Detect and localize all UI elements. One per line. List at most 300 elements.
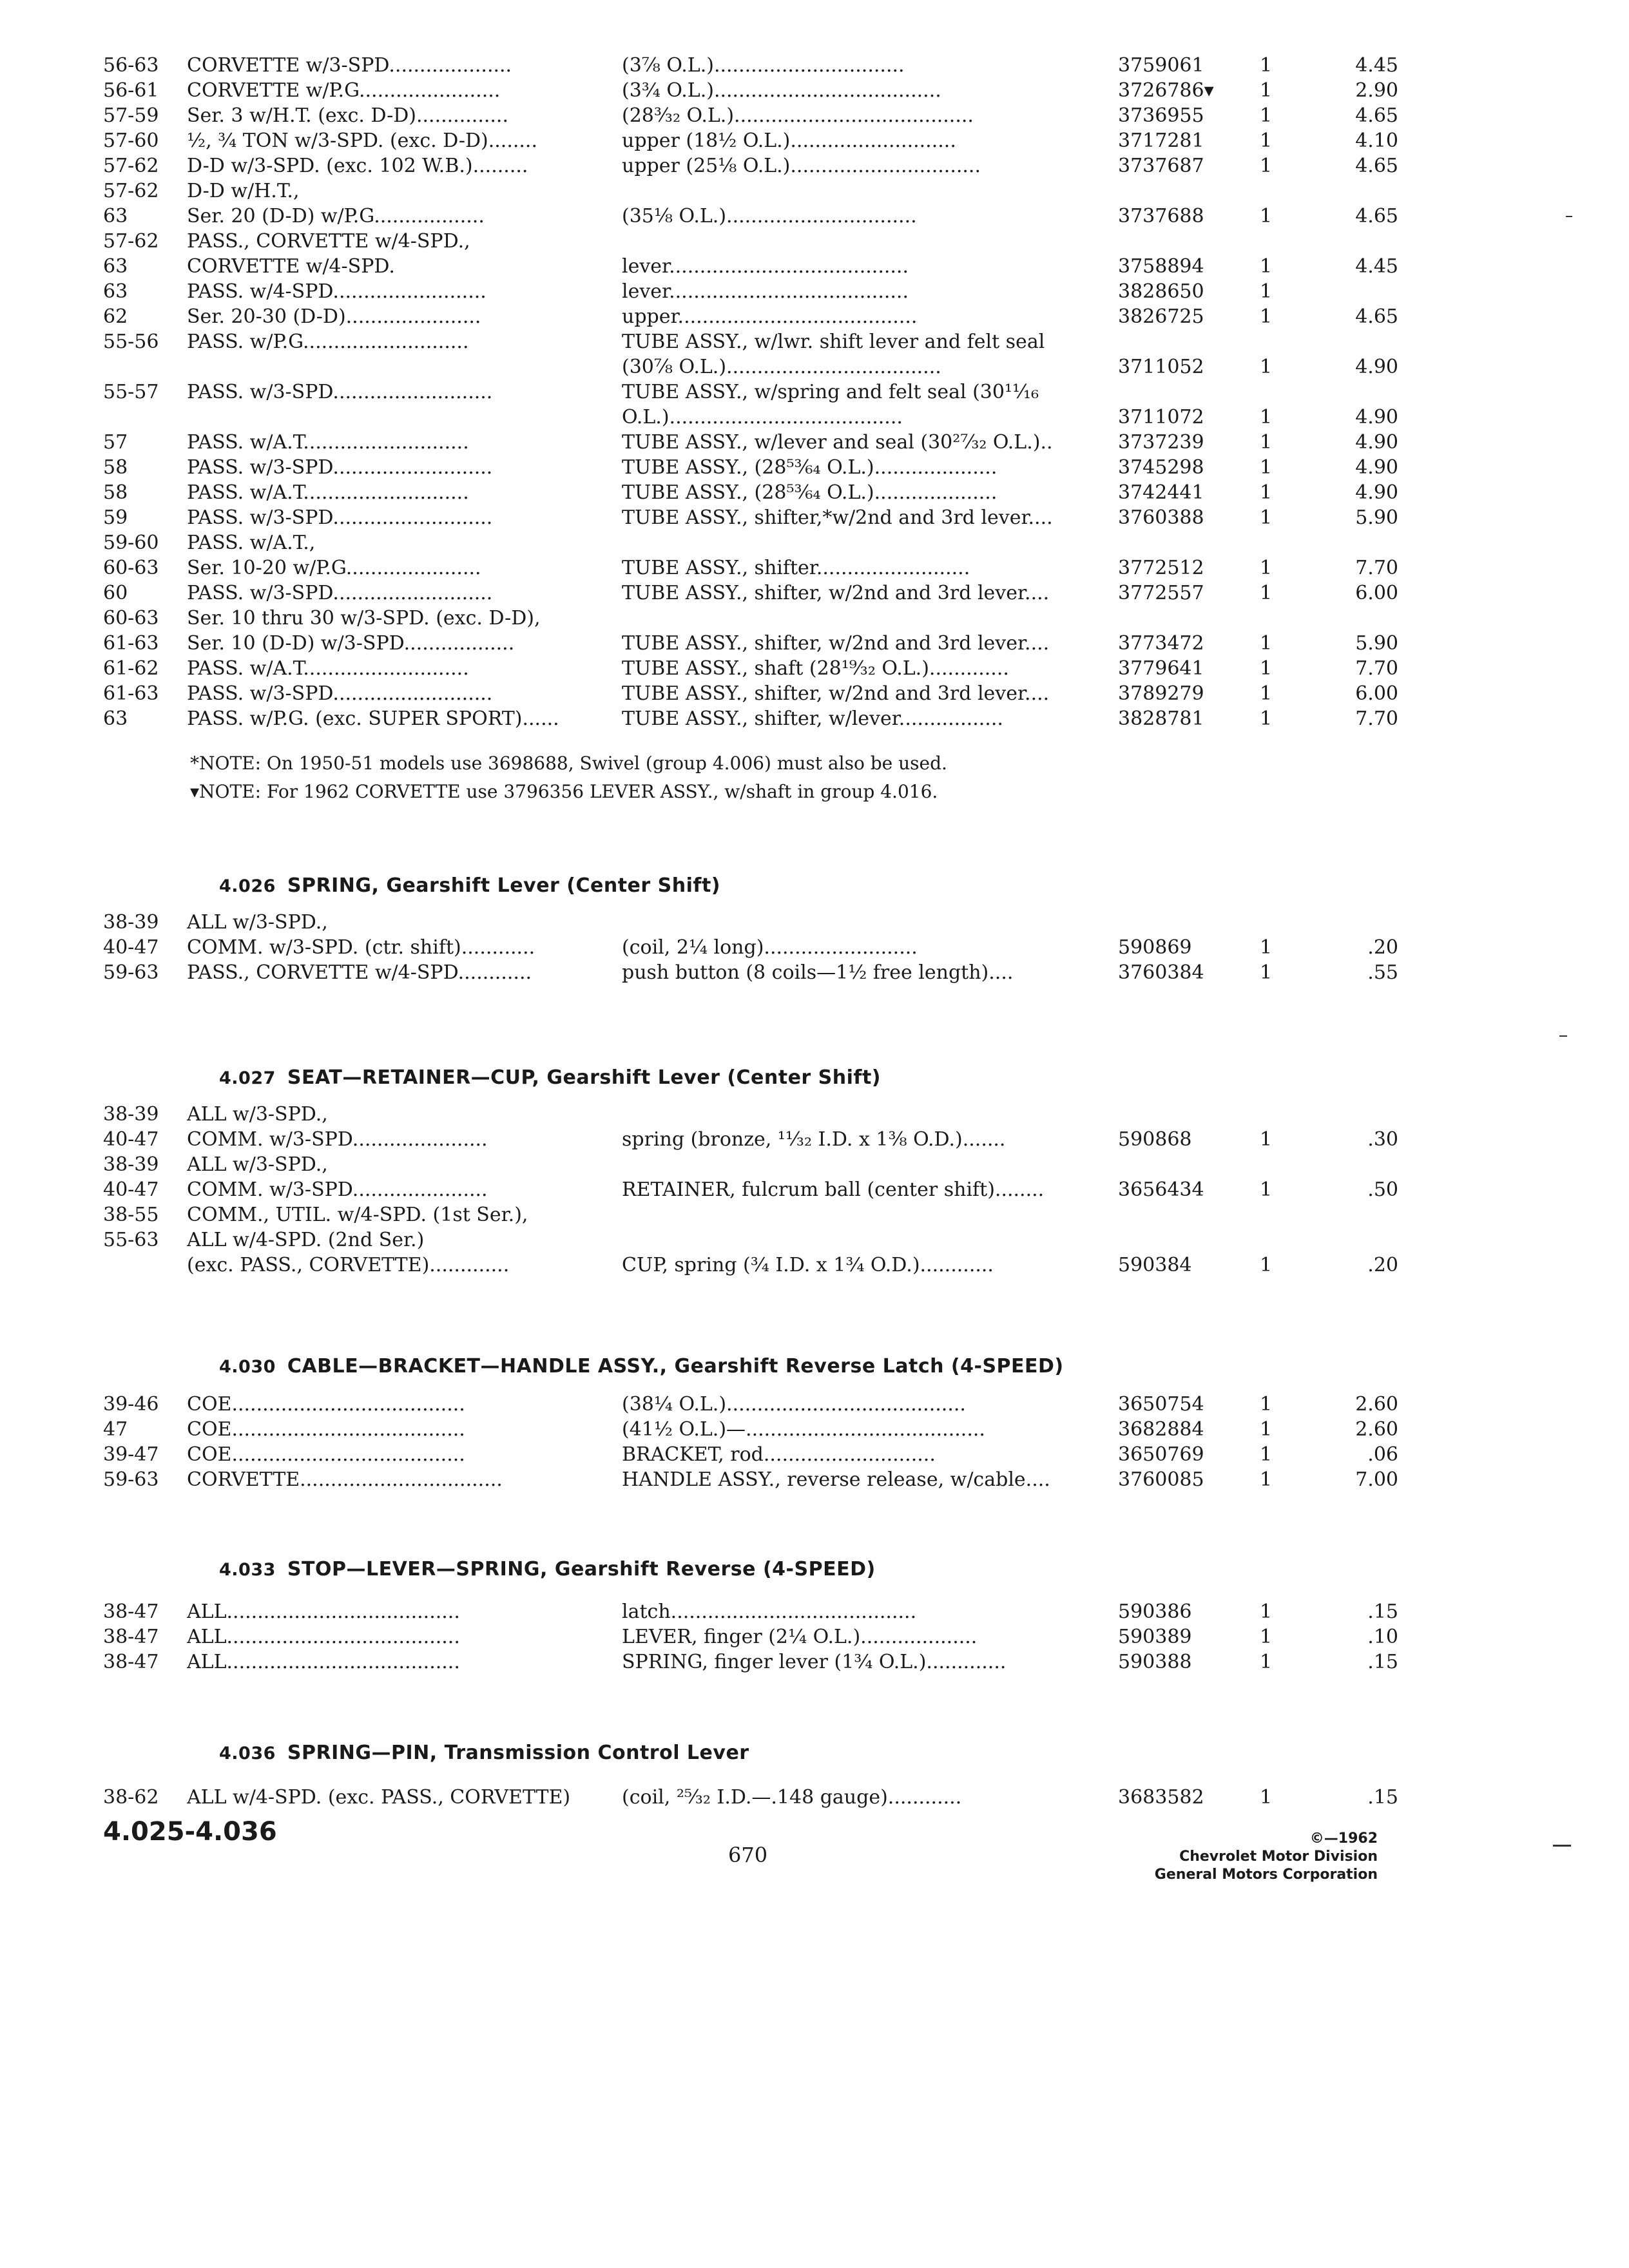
year-cell: 57 — [103, 431, 128, 454]
description-cell: lever....................................... — [622, 255, 909, 278]
quantity-cell — [1240, 1152, 1311, 1177]
description-cell: LEVER, finger (2¼ O.L.)................... — [622, 1626, 978, 1648]
section-title: CABLE—BRACKET—HANDLE ASSY., Gearshift Reverse Latch (4-SPEED) — [287, 1355, 1064, 1378]
part-number-cell: 3745298 — [1118, 456, 1204, 479]
table-row — [103, 530, 1411, 555]
model-cell: ALL w/3-SPD., — [187, 1153, 328, 1176]
parts-table-4-026 — [103, 910, 1411, 985]
price-cell: 4.90 — [1355, 356, 1398, 378]
table-row — [103, 1227, 1411, 1253]
model-cell: D-D w/H.T., — [187, 180, 300, 202]
year-cell: 62 — [103, 305, 128, 328]
model-cell: CORVETTE................................. — [187, 1468, 503, 1491]
quantity-cell — [1240, 1227, 1311, 1253]
description-cell: (28³⁄₃₂ O.L.)....................................... — [622, 104, 974, 127]
year-cell: 40-47 — [103, 1178, 159, 1201]
quantity-cell: 1 — [1260, 632, 1273, 655]
year-cell: 56-63 — [103, 54, 159, 77]
model-cell: PASS. w/P.G........................... — [187, 331, 469, 353]
price-cell: .30 — [1367, 1128, 1398, 1151]
price-cell — [1311, 178, 1411, 204]
price-cell — [1311, 1102, 1411, 1127]
part-number-cell: 3742441 — [1118, 481, 1204, 504]
model-cell: ALL...................................... — [187, 1651, 460, 1673]
price-cell: .20 — [1367, 936, 1398, 959]
year-cell: 55-63 — [103, 1229, 159, 1251]
part-number-cell — [1112, 1227, 1240, 1253]
year-cell: 38-47 — [103, 1600, 159, 1623]
table-row — [103, 178, 1411, 204]
price-cell: 4.45 — [1355, 255, 1398, 278]
table-row — [103, 935, 1411, 960]
part-number-cell — [1112, 606, 1240, 631]
table-row — [103, 153, 1411, 178]
part-number-cell — [1112, 1152, 1240, 1177]
model-cell: COMM., UTIL. w/4-SPD. (1st Ser.), — [187, 1204, 528, 1226]
year-cell: 55-57 — [103, 381, 159, 403]
quantity-cell: 1 — [1260, 707, 1273, 730]
price-cell — [1311, 1227, 1411, 1253]
quantity-cell: 1 — [1260, 1178, 1273, 1201]
model-cell: ALL w/3-SPD., — [187, 911, 328, 934]
quantity-cell: 1 — [1260, 582, 1273, 604]
margin-mark — [1559, 1035, 1567, 1037]
quantity-cell: 1 — [1260, 130, 1273, 152]
part-number-cell: 3737687 — [1118, 155, 1204, 177]
model-cell: COMM. w/3-SPD...................... — [187, 1128, 488, 1151]
year-cell: 40-47 — [103, 936, 159, 959]
quantity-cell — [1240, 329, 1311, 354]
model-cell: (exc. PASS., CORVETTE)............. — [187, 1254, 510, 1276]
quantity-cell — [1240, 229, 1311, 254]
section-title: SEAT—RETAINER—CUP, Gearshift Lever (Center Shift) — [287, 1066, 882, 1089]
price-cell: 7.00 — [1355, 1468, 1398, 1491]
margin-mark — [1553, 1845, 1571, 1847]
quantity-cell: 1 — [1260, 280, 1273, 303]
quantity-cell — [1240, 1202, 1311, 1227]
year-cell: 56-61 — [103, 79, 159, 102]
description-cell: latch........................................ — [622, 1600, 917, 1623]
part-number-cell: 590388 — [1118, 1651, 1192, 1673]
price-cell — [1311, 910, 1411, 935]
quantity-cell: 1 — [1260, 356, 1273, 378]
price-cell: 5.90 — [1355, 506, 1398, 529]
quantity-cell — [1240, 606, 1311, 631]
price-cell: 4.65 — [1355, 104, 1398, 127]
price-cell — [1311, 229, 1411, 254]
table-row — [103, 910, 1411, 935]
price-cell — [1311, 380, 1411, 405]
section-title: SPRING, Gearshift Lever (Center Shift) — [287, 874, 720, 897]
year-cell — [103, 405, 187, 430]
year-cell: 57-62 — [103, 230, 159, 253]
section-number: 4.033 — [219, 1560, 276, 1580]
year-cell: 58 — [103, 456, 128, 479]
description-cell: TUBE ASSY., w/lever and seal (30²⁷⁄₃₂ O.L.).. — [622, 431, 1053, 454]
year-cell: 57-62 — [103, 155, 159, 177]
model-cell: PASS. w/3-SPD.......................... — [187, 456, 493, 479]
price-cell: 4.65 — [1355, 305, 1398, 328]
description-cell: TUBE ASSY., shifter......................... — [622, 557, 970, 579]
quantity-cell: 1 — [1260, 1393, 1273, 1416]
table-row — [103, 1177, 1411, 1202]
model-cell: PASS. w/P.G. (exc. SUPER SPORT)...... — [187, 707, 559, 730]
price-cell: 7.70 — [1355, 657, 1398, 680]
year-cell: 60-63 — [103, 557, 159, 579]
quantity-cell: 1 — [1260, 1600, 1273, 1623]
description-cell: TUBE ASSY., shifter, w/2nd and 3rd lever.... — [622, 582, 1050, 604]
table-row — [103, 279, 1411, 304]
part-number-cell — [1112, 910, 1240, 935]
description-cell: CUP, spring (¾ I.D. x 1¾ O.D.)............ — [622, 1254, 994, 1276]
model-cell: PASS. w/A.T., — [187, 532, 316, 554]
price-cell: 4.90 — [1355, 481, 1398, 504]
description-cell: TUBE ASSY., (28⁵³⁄₆₄ O.L.).................... — [622, 456, 998, 479]
part-number-cell: 3711052 — [1118, 356, 1204, 378]
year-cell: 40-47 — [103, 1128, 159, 1151]
description-cell — [622, 1102, 1112, 1127]
year-cell: 38-62 — [103, 1786, 159, 1809]
price-cell: 5.90 — [1355, 632, 1398, 655]
description-cell — [622, 1227, 1112, 1253]
part-number-cell: 3656434 — [1118, 1178, 1204, 1201]
description-cell: SPRING, finger lever (1¾ O.L.)............. — [622, 1651, 1007, 1673]
description-cell: TUBE ASSY., shifter,*w/2nd and 3rd lever.... — [622, 506, 1053, 529]
model-cell: COE...................................... — [187, 1443, 465, 1466]
year-cell: 55-56 — [103, 331, 159, 353]
quantity-cell: 1 — [1260, 557, 1273, 579]
model-cell: PASS., CORVETTE w/4-SPD............ — [187, 961, 532, 984]
price-cell: 7.70 — [1355, 557, 1398, 579]
description-cell: TUBE ASSY., shifter, w/lever................. — [622, 707, 1003, 730]
note-1: *NOTE: On 1950-51 models use 3698688, Swivel (group 4.006) must also be used. — [190, 753, 947, 774]
table-row — [103, 455, 1411, 480]
year-cell: 57-59 — [103, 104, 159, 127]
quantity-cell — [1240, 380, 1311, 405]
year-cell — [103, 1253, 187, 1278]
quantity-cell: 1 — [1260, 104, 1273, 127]
description-cell: TUBE ASSY., w/lwr. shift lever and felt seal — [622, 331, 1045, 353]
part-number-cell: 3717281 — [1118, 130, 1204, 152]
section-number: 4.026 — [219, 876, 276, 896]
model-cell: COE...................................... — [187, 1418, 465, 1441]
year-cell: 63 — [103, 707, 128, 730]
price-cell: .15 — [1367, 1651, 1398, 1673]
table-row — [103, 1624, 1411, 1649]
parts-table-4-030 — [103, 1392, 1411, 1492]
model-cell: ALL w/4-SPD. (2nd Ser.) — [187, 1229, 425, 1251]
year-cell: 63 — [103, 255, 128, 278]
description-cell — [622, 229, 1112, 254]
quantity-cell: 1 — [1260, 961, 1273, 984]
description-cell: HANDLE ASSY., reverse release, w/cable.... — [622, 1468, 1050, 1491]
division-name: Chevrolet Motor Division — [1179, 1849, 1378, 1865]
model-cell: PASS. w/3-SPD.......................... — [187, 506, 493, 529]
description-cell: upper....................................... — [622, 305, 918, 328]
section-heading-4-026 — [219, 874, 720, 897]
year-cell: 59 — [103, 506, 128, 529]
part-number-cell: 3726786▾ — [1118, 79, 1214, 102]
model-cell: COE...................................... — [187, 1393, 465, 1416]
year-cell: 63 — [103, 280, 128, 303]
model-cell: Ser. 10 thru 30 w/3-SPD. (exc. D-D), — [187, 607, 541, 629]
model-cell: COMM. w/3-SPD...................... — [187, 1178, 488, 1201]
quantity-cell: 1 — [1260, 155, 1273, 177]
part-number-cell: 3826725 — [1118, 305, 1204, 328]
part-number-cell: 3828781 — [1118, 707, 1204, 730]
part-number-cell: 590384 — [1118, 1254, 1192, 1276]
year-cell: 60-63 — [103, 607, 159, 629]
table-row — [103, 254, 1411, 279]
description-cell: (3¾ O.L.)..................................... — [622, 79, 941, 102]
quantity-cell: 1 — [1260, 682, 1273, 705]
price-cell — [1311, 329, 1411, 354]
price-cell: 6.00 — [1355, 582, 1398, 604]
quantity-cell — [1240, 530, 1311, 555]
table-row — [103, 581, 1411, 606]
year-cell: 59-63 — [103, 961, 159, 984]
year-cell: 38-39 — [103, 911, 159, 934]
price-cell: 2.60 — [1355, 1418, 1398, 1441]
description-cell — [622, 178, 1112, 204]
part-number-cell: 3779641 — [1118, 657, 1204, 680]
part-number-cell: 3737239 — [1118, 431, 1204, 454]
part-number-cell: 3650754 — [1118, 1393, 1204, 1416]
price-cell: 4.90 — [1355, 456, 1398, 479]
quantity-cell: 1 — [1260, 1254, 1273, 1276]
part-number-cell: 3682884 — [1118, 1418, 1204, 1441]
table-row — [103, 204, 1411, 229]
page-range-label: 4.025-4.036 — [103, 1817, 277, 1847]
copyright-block — [1155, 1830, 1378, 1884]
description-cell: (41½ O.L.)—....................................... — [622, 1418, 985, 1441]
description-cell: TUBE ASSY., (28⁵³⁄₆₄ O.L.).................... — [622, 481, 998, 504]
description-cell: (38¼ O.L.)....................................... — [622, 1393, 966, 1416]
model-cell: Ser. 20-30 (D-D)...................... — [187, 305, 481, 328]
quantity-cell: 1 — [1260, 1128, 1273, 1151]
price-cell: 4.90 — [1355, 431, 1398, 454]
table-row — [103, 555, 1411, 581]
part-number-cell: 3737688 — [1118, 205, 1204, 227]
year-cell: 61-62 — [103, 657, 159, 680]
quantity-cell: 1 — [1260, 456, 1273, 479]
model-cell: PASS., CORVETTE w/4-SPD., — [187, 230, 470, 253]
part-number-cell: 3736955 — [1118, 104, 1204, 127]
table-row — [103, 1392, 1411, 1417]
parts-table-4-036 — [103, 1785, 1411, 1810]
part-number-cell: 3758894 — [1118, 255, 1204, 278]
price-cell: 4.65 — [1355, 155, 1398, 177]
price-cell: .20 — [1367, 1254, 1398, 1276]
table-row — [103, 1649, 1411, 1675]
part-number-cell — [1112, 178, 1240, 204]
table-row — [103, 1417, 1411, 1442]
quantity-cell: 1 — [1260, 79, 1273, 102]
year-cell: 61-63 — [103, 632, 159, 655]
year-cell: 39-47 — [103, 1443, 159, 1466]
table-row — [103, 1253, 1411, 1278]
quantity-cell: 1 — [1260, 1418, 1273, 1441]
quantity-cell — [1240, 178, 1311, 204]
table-row — [103, 960, 1411, 985]
part-number-cell: 590389 — [1118, 1626, 1192, 1648]
part-number-cell — [1112, 1102, 1240, 1127]
model-cell: Ser. 10 (D-D) w/3-SPD.................. — [187, 632, 515, 655]
price-cell — [1311, 1202, 1411, 1227]
year-cell: 38-39 — [103, 1103, 159, 1126]
part-number-cell — [1112, 329, 1240, 354]
section-heading-4-033 — [219, 1558, 876, 1581]
description-cell: spring (bronze, ¹¹⁄₃₂ I.D. x 1⅜ O.D.)....... — [622, 1128, 1006, 1151]
description-cell: push button (8 coils—1½ free length).... — [622, 961, 1014, 984]
section-heading-4-030 — [219, 1355, 1064, 1378]
model-cell: ALL w/3-SPD., — [187, 1103, 328, 1126]
copyright-year: ©—1962 — [1309, 1831, 1378, 1847]
part-number-cell: 590869 — [1118, 936, 1192, 959]
quantity-cell: 1 — [1260, 481, 1273, 504]
model-cell: PASS. w/3-SPD.......................... — [187, 582, 493, 604]
table-row — [103, 1442, 1411, 1467]
description-cell: upper (25⅛ O.L.)............................... — [622, 155, 981, 177]
part-number-cell — [1112, 380, 1240, 405]
description-cell: (coil, ²⁵⁄₃₂ I.D.—.148 gauge)............ — [622, 1786, 962, 1809]
part-number-cell: 3773472 — [1118, 632, 1204, 655]
quantity-cell: 1 — [1260, 1651, 1273, 1673]
table-row — [103, 1202, 1411, 1227]
table-row — [103, 1599, 1411, 1624]
part-number-cell: 590386 — [1118, 1600, 1192, 1623]
model-cell: D-D w/3-SPD. (exc. 102 W.B.)......... — [187, 155, 528, 177]
table-row — [103, 128, 1411, 153]
model-cell: Ser. 3 w/H.T. (exc. D-D)............... — [187, 104, 508, 127]
quantity-cell: 1 — [1260, 936, 1273, 959]
section-heading-4-027 — [219, 1066, 881, 1089]
description-cell — [622, 910, 1112, 935]
table-row — [103, 1152, 1411, 1177]
price-cell: .15 — [1367, 1786, 1398, 1809]
margin-mark — [1566, 216, 1572, 217]
year-cell: 38-55 — [103, 1204, 159, 1226]
price-cell: .10 — [1367, 1626, 1398, 1648]
model-cell: Ser. 20 (D-D) w/P.G.................. — [187, 205, 485, 227]
year-cell: 39-46 — [103, 1393, 159, 1416]
part-number-cell: 3772557 — [1118, 582, 1204, 604]
price-cell: 6.00 — [1355, 682, 1398, 705]
quantity-cell: 1 — [1260, 255, 1273, 278]
model-cell — [187, 354, 622, 380]
table-row — [103, 631, 1411, 656]
price-cell: .55 — [1367, 961, 1398, 984]
description-cell: (3⅞ O.L.)............................... — [622, 54, 905, 77]
table-row — [103, 53, 1411, 78]
section-title: STOP—LEVER—SPRING, Gearshift Reverse (4-SPEED) — [287, 1558, 876, 1581]
description-cell — [622, 606, 1112, 631]
price-cell: 2.60 — [1355, 1393, 1398, 1416]
year-cell: 60 — [103, 582, 128, 604]
table-row — [103, 430, 1411, 455]
model-cell: PASS. w/A.T........................... — [187, 657, 469, 680]
model-cell: ALL...................................... — [187, 1626, 460, 1648]
price-cell: 4.45 — [1355, 54, 1398, 77]
model-cell: PASS. w/A.T........................... — [187, 431, 469, 454]
description-cell: (coil, 2¼ long)......................... — [622, 936, 918, 959]
description-cell: TUBE ASSY., w/spring and felt seal (30¹¹⁄₁₆ — [622, 381, 1039, 403]
part-number-cell: 3760388 — [1118, 506, 1204, 529]
model-cell: ALL w/4-SPD. (exc. PASS., CORVETTE) — [187, 1786, 571, 1809]
year-cell: 58 — [103, 481, 128, 504]
model-cell: Ser. 10-20 w/P.G...................... — [187, 557, 481, 579]
table-row — [103, 656, 1411, 681]
description-cell: TUBE ASSY., shaft (28¹⁹⁄₃₂ O.L.)............. — [622, 657, 1009, 680]
year-cell: 38-47 — [103, 1626, 159, 1648]
table-row — [103, 480, 1411, 505]
quantity-cell: 1 — [1260, 506, 1273, 529]
quantity-cell: 1 — [1260, 1786, 1273, 1809]
table-row — [103, 354, 1411, 380]
model-cell: PASS. w/3-SPD.......................... — [187, 682, 493, 705]
table-row — [103, 606, 1411, 631]
part-number-cell: 3828650 — [1118, 280, 1204, 303]
year-cell: 57-62 — [103, 180, 159, 202]
table-row — [103, 706, 1411, 731]
model-cell: ALL...................................... — [187, 1600, 460, 1623]
table-row — [103, 380, 1411, 405]
quantity-cell: 1 — [1260, 205, 1273, 227]
part-number-cell: 3772512 — [1118, 557, 1204, 579]
description-cell: (35⅛ O.L.)............................... — [622, 205, 917, 227]
section-heading-4-036 — [219, 1742, 749, 1764]
section-number: 4.027 — [219, 1068, 276, 1088]
quantity-cell: 1 — [1260, 305, 1273, 328]
price-cell: 2.90 — [1355, 79, 1398, 102]
table-row — [103, 1127, 1411, 1152]
year-cell: 63 — [103, 205, 128, 227]
description-cell — [622, 1152, 1112, 1177]
table-row — [103, 505, 1411, 530]
quantity-cell: 1 — [1260, 54, 1273, 77]
part-number-cell — [1112, 530, 1240, 555]
part-number-cell: 3759061 — [1118, 54, 1204, 77]
part-number-cell: 3711072 — [1118, 406, 1204, 428]
table-row — [103, 405, 1411, 430]
price-cell: 7.70 — [1355, 707, 1398, 730]
price-cell — [1311, 606, 1411, 631]
section-number: 4.036 — [219, 1744, 276, 1763]
quantity-cell: 1 — [1260, 1443, 1273, 1466]
table-row — [103, 103, 1411, 128]
price-cell — [1311, 279, 1411, 304]
year-cell: 47 — [103, 1418, 128, 1441]
price-cell: 4.90 — [1355, 406, 1398, 428]
price-cell — [1311, 1152, 1411, 1177]
part-number-cell: 3760085 — [1118, 1468, 1204, 1491]
price-cell: .50 — [1367, 1178, 1398, 1201]
part-number-cell: 590868 — [1118, 1128, 1192, 1151]
model-cell — [187, 405, 622, 430]
parts-table-4-027 — [103, 1102, 1411, 1278]
description-cell — [622, 1202, 1112, 1227]
part-number-cell: 3650769 — [1118, 1443, 1204, 1466]
table-row — [103, 681, 1411, 706]
table-row — [103, 1785, 1411, 1810]
part-number-cell — [1112, 1202, 1240, 1227]
description-cell: lever....................................... — [622, 280, 909, 303]
year-cell: 59-60 — [103, 532, 159, 554]
model-cell: CORVETTE w/4-SPD. — [187, 255, 395, 278]
table-row — [103, 1467, 1411, 1492]
price-cell: .06 — [1367, 1443, 1398, 1466]
parts-table-4-033 — [103, 1599, 1411, 1675]
